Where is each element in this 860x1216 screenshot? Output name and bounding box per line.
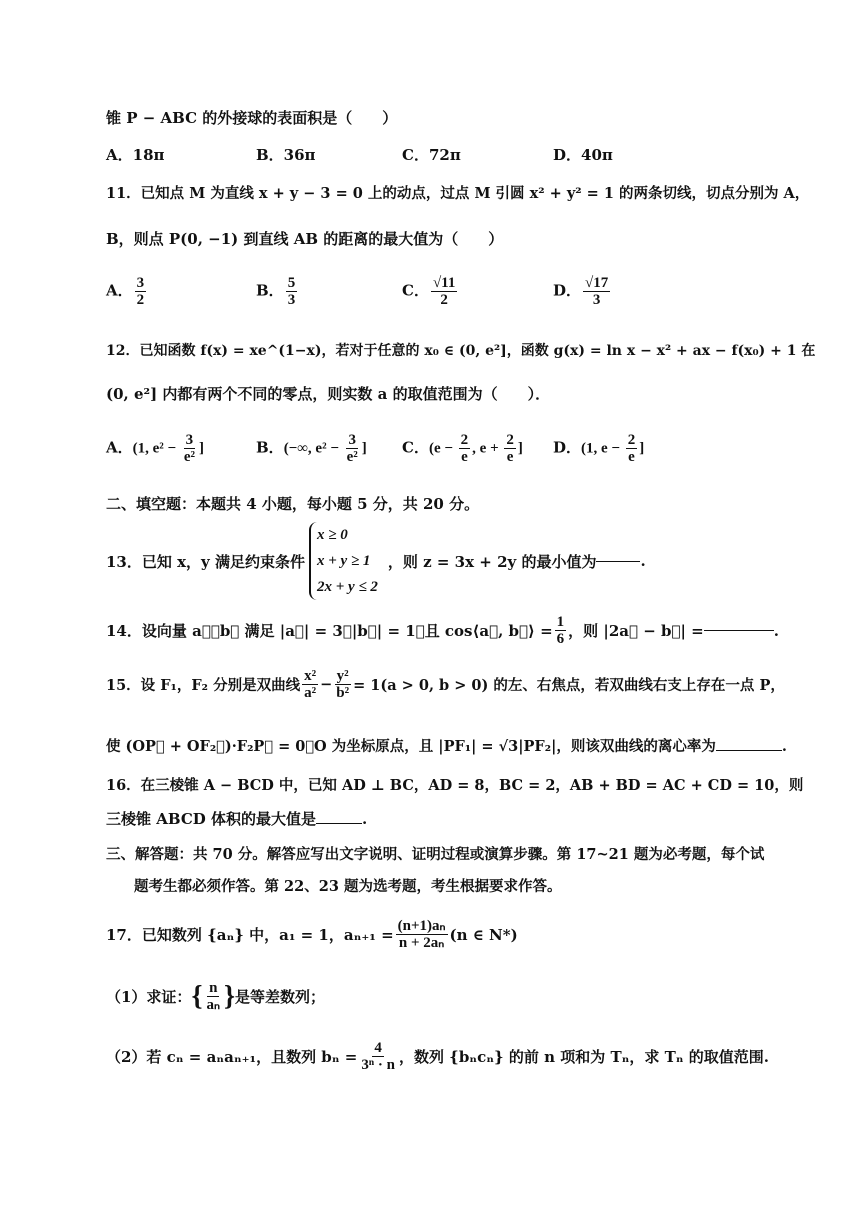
q16-line-2-text: 三棱锥 ABCD 体积的最大值是 <box>106 810 316 828</box>
denominator: 3ⁿ · n <box>361 1057 395 1073</box>
q11-line-2: B，则点 P(0, −1) 到直线 AB 的距离的最大值为（ ） <box>106 230 504 248</box>
q15-line-1 <box>106 668 785 701</box>
constraint-system <box>309 522 378 600</box>
option-label: C． <box>402 281 429 300</box>
q10-tail-text: 锥 P − ABC 的外接球的表面积是（ ） <box>106 109 398 127</box>
constraint-3: 2x + y ≤ 2 <box>316 579 378 595</box>
q14 <box>106 614 779 647</box>
answer-blank[interactable] <box>716 750 782 751</box>
denominator: b² <box>336 685 350 701</box>
option-expr: (e − <box>428 440 457 457</box>
option-label: A． <box>106 281 133 300</box>
q11-option-b <box>256 275 299 308</box>
q17-stem <box>106 918 518 951</box>
fraction <box>504 432 516 465</box>
section-3-heading-line-1: 三、解答题：共 70 分。解答应写出文字说明、证明过程或演算步骤。第 17~21 题为必考题，每个试 <box>106 846 765 863</box>
q11-line-1: 11．已知点 M 为直线 x + y − 3 = 0 上的动点，过点 M 引圆 x² + y² = 1 的两条切线，切点分别为 A， <box>106 185 810 202</box>
fraction <box>182 432 197 465</box>
option-label: B． <box>256 281 284 300</box>
denominator: e <box>461 449 468 465</box>
left-brace: { <box>191 980 203 1012</box>
numerator: 4 <box>374 1040 382 1056</box>
q14-end: . <box>773 621 779 640</box>
q17-part-2 <box>106 1040 769 1073</box>
q15-end: . <box>781 738 787 755</box>
q12-line-2: (0, e²] 内都有两个不同的零点，则实数 a 的取值范围为（ ）． <box>106 385 551 403</box>
denominator: e <box>628 449 635 465</box>
option-expr: (1, e² − <box>132 440 180 457</box>
numerator: 1 <box>556 614 565 630</box>
q17-part-1 <box>106 980 325 1013</box>
section-2-heading: 二、填空题：本题共 4 小题，每小题 5 分，共 20 分。 <box>106 495 480 513</box>
fraction <box>205 980 222 1013</box>
fraction <box>459 432 471 465</box>
numerator: 3 <box>348 432 356 448</box>
fraction <box>286 275 298 308</box>
q15-pre: 15．设 F₁，F₂ 分别是双曲线 <box>106 677 301 694</box>
option-expr-end: ] <box>361 440 367 457</box>
q12-option-a <box>106 432 204 465</box>
numerator: 5 <box>287 275 296 291</box>
denominator: aₙ <box>206 997 220 1013</box>
option-expr-end: ] <box>517 440 523 457</box>
denominator: n + 2aₙ <box>398 935 445 951</box>
denominator: 6 <box>556 631 565 647</box>
option-expr: (1, e − <box>581 440 624 457</box>
numerator: √17 <box>585 275 609 291</box>
fraction <box>626 432 638 465</box>
q14-post: ，则 |2a⃗ − b⃗| = <box>568 622 704 640</box>
option-expr-end: ] <box>199 440 204 457</box>
constraint-1: x ≥ 0 <box>316 527 348 543</box>
fraction <box>431 275 457 308</box>
q10-option-b: B．36π <box>256 146 316 164</box>
answer-blank[interactable] <box>596 561 640 562</box>
section-3-heading-line-2: 题考生都必须作答。第 22、23 题为选考题，考生根据要求作答。 <box>134 878 562 895</box>
constraint-2: x + y ≥ 1 <box>316 553 371 569</box>
q15-post: = 1(a > 0, b > 0) 的左、右焦点，若双曲线右支上存在一点 P， <box>353 677 785 694</box>
q11-option-a <box>106 275 148 308</box>
fraction <box>359 1040 397 1073</box>
q10-option-c: C．72π <box>402 146 461 164</box>
q17-pre: 17．已知数列 {aₙ} 中，a₁ = 1，aₙ₊₁ = <box>106 926 394 944</box>
fraction <box>334 668 351 701</box>
numerator: 2 <box>506 432 514 448</box>
numerator: 2 <box>627 432 636 448</box>
q14-pre: 14．设向量 a⃗，b⃗ 满足 |a⃗| = 3，|b⃗| = 1，且 cos⟨a⃗, b⃗⟩ = <box>106 622 553 640</box>
option-expr-end: ] <box>639 440 645 457</box>
numerator: (n+1)aₙ <box>397 918 446 934</box>
q13-pre: 13．已知 x，y 满足约束条件 <box>106 552 305 571</box>
numerator: n <box>209 980 218 996</box>
numerator: x² <box>304 668 317 684</box>
option-label: C． <box>402 438 429 457</box>
denominator: 2 <box>136 292 145 308</box>
q13 <box>106 522 646 600</box>
q13-end: . <box>640 552 646 570</box>
fraction <box>302 668 318 701</box>
q11-option-d <box>553 275 612 308</box>
numerator: y² <box>336 668 349 684</box>
minus-sign: − <box>320 676 333 693</box>
right-brace: } <box>223 980 236 1012</box>
numerator: 3 <box>185 432 194 448</box>
q15-line-2 <box>106 735 787 756</box>
fraction <box>555 614 567 647</box>
q15-line-2-text: 使 (OP⃗ + OF₂⃗)·F₂P⃗ = 0，O 为坐标原点，且 |PF₁| = √3|PF₂|，则该双曲线的离心率为 <box>106 738 716 755</box>
q16-end: . <box>362 810 368 828</box>
q12-option-c <box>402 432 523 465</box>
q11-option-c <box>402 275 459 308</box>
q16-line-2 <box>106 808 367 829</box>
denominator: a² <box>304 685 317 701</box>
numerator: √11 <box>432 275 456 291</box>
fraction <box>135 275 147 308</box>
q17-1-post: 是等差数列； <box>235 988 326 1006</box>
denominator: 3 <box>592 292 601 308</box>
answer-blank[interactable] <box>316 823 362 824</box>
denominator: e² <box>183 449 195 465</box>
answer-blank[interactable] <box>704 630 774 631</box>
denominator: 2 <box>440 292 448 308</box>
q17-1-pre: （1）求证： <box>106 988 192 1006</box>
numerator: 3 <box>136 275 145 291</box>
q10-option-d: D．40π <box>553 146 613 164</box>
q16-line-1: 16．在三棱锥 A − BCD 中，已知 AD ⊥ BC，AD = 8，BC = 2，AB + BD = AC + CD = 10，则 <box>106 777 804 794</box>
option-label: D． <box>553 438 582 457</box>
q12-option-d <box>553 432 644 465</box>
option-label: D． <box>553 281 582 300</box>
q12-option-b <box>256 432 367 465</box>
q12-line-1: 12．已知函数 f(x) = xe^(1−x)，若对于任意的 x₀ ∈ (0, e²]，函数 g(x) = ln x − x² + ax − f(x₀) + 1 在 <box>106 343 816 359</box>
q17-2-post: ，数列 {bₙcₙ} 的前 n 项和为 Tₙ，求 Tₙ 的取值范围. <box>398 1048 770 1066</box>
q17-2-pre: （2）若 cₙ = aₙaₙ₊₁，且数列 bₙ = <box>106 1048 358 1066</box>
denominator: e <box>506 449 514 465</box>
fraction <box>583 275 610 308</box>
option-expr-mid: , e + <box>472 440 503 457</box>
denominator: e² <box>346 449 358 465</box>
q13-post: ，则 z = 3x + 2y 的最小值为 <box>387 552 597 571</box>
option-label: B． <box>256 438 284 457</box>
option-expr: (−∞, e² − <box>283 440 343 457</box>
q17-post: (n ∈ N*) <box>449 925 518 944</box>
numerator: 2 <box>460 432 469 448</box>
q10-option-a: A．18π <box>106 146 165 164</box>
denominator: 3 <box>287 292 296 308</box>
fraction <box>396 918 448 951</box>
fraction <box>345 432 360 465</box>
option-label: A． <box>106 438 133 457</box>
